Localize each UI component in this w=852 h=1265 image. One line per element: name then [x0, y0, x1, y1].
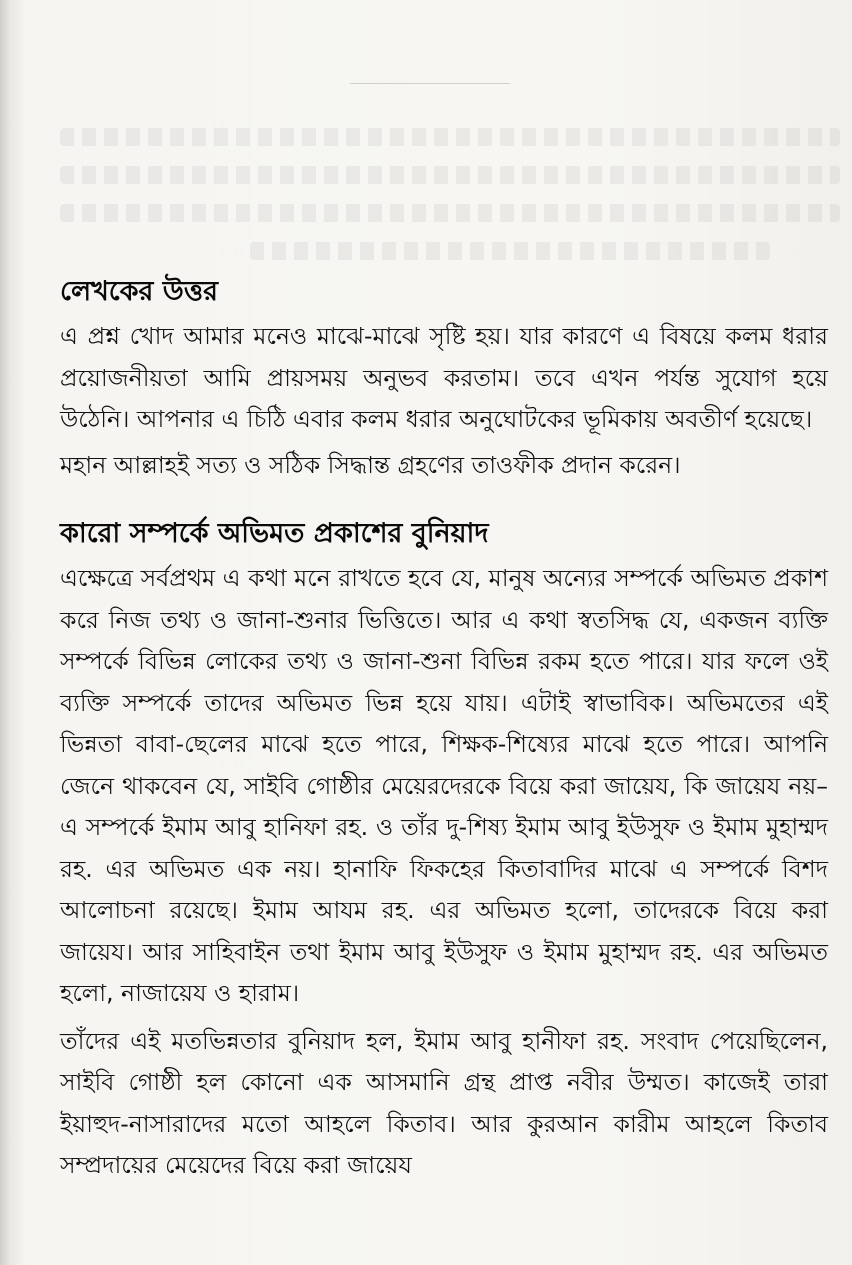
section-heading-answer: লেখকের উত্তর — [60, 276, 218, 307]
bleed-line — [250, 242, 770, 260]
paragraph-note: মহান আল্লাহই সত্য ও সঠিক সিদ্ধান্ত গ্রহণের তাওফীক প্রদান করেন। — [60, 450, 681, 479]
paragraph-basis-2: তাঁদের এই মতভিন্নতার বুনিয়াদ হল, ইমাম আবু হানীফা রহ. সংবাদ পেয়েছিলেন, সাইবি গোষ্ঠী হল কোনো এক আসমানি গ্রন্থ প্রাপ্ত নবীর উম্মত। কাজেই তারা ইয়াহুদ-নাসারাদের মতো আহলে কিতাব। আর কুরআন কারীম আহলে কিতাব সম্প্রদায়ের মেয়েদের বিয়ে করা জায়েয — [60, 1026, 828, 1179]
running-head-bleed — [330, 62, 530, 82]
page-content — [60, 270, 828, 1187]
paragraph-basis-1: এক্ষেত্রে সর্বপ্রথম এ কথা মনে রাখতে হবে যে, মানুষ অন্যের সম্পর্কে অভিমত প্রকাশ করে নিজ তথ্য ও জানা-শুনার ভিত্তিতে। আর এ কথা স্বতসিদ্ধ যে, একজন ব্যক্তি সম্পর্কে বিভিন্ন লোকের তথ্য ও জানা-শুনা বিভিন্ন রকম হতে পারে। যার ফলে ওই ব্যক্তি সম্পর্কে তাদের অভিমত ভিন্ন হয়ে যায়। এটাই স্বাভাবিক। অভিমতের এই ভিন্নতা বাবা-ছেলের মাঝে হতে পারে, শিক্ষক-শিষ্যের মাঝে হতে পারে। আপনি জেনে থাকবেন যে, সাইবি গোষ্ঠীর মেয়েরদেরকে বিয়ে করা জায়েয, কি জায়েয নয়– এ সম্পর্কে ইমাম আবু হানিফা রহ. ও তাঁর দু-শিষ্য ইমাম আবু ইউসুফ ও ইমাম মুহাম্মদ রহ. এর অভিমত এক নয়। হানাফি ফিকহের কিতাবাদির মাঝে এ সম্পর্কে বিশদ আলোচনা রয়েছে। ইমাম আযম রহ. এর অভিমত হলো, তাদেরকে বিয়ে করা জায়েয। আর সাহিবাইন তথা ইমাম আবু ইউসুফ ও ইমাম মুহাম্মদ রহ. এর অভিমত হলো, নাজায়েয ও হারাম। — [60, 564, 828, 1007]
paragraph-answer: এ প্রশ্ন খোদ আমার মনেও মাঝে-মাঝে সৃষ্টি হয়। যার কারণে এ বিষয়ে কলম ধরার প্রয়োজনীয়তা আমি প্রায়সময় অনুভব করতাম। তবে এখন পর্যন্ত সুযোগ হয়ে উঠেনি। আপনার এ চিঠি এবার কলম ধরার অনুঘোটকের ভূমিকায় অবতীর্ণ হয়েছে। — [60, 322, 828, 433]
section-heading-basis: কারো সম্পর্কে অভিমত প্রকাশের বুনিয়াদ — [60, 518, 489, 549]
bleed-line — [60, 204, 840, 222]
bleed-line — [60, 128, 840, 146]
bleed-line — [60, 166, 840, 184]
